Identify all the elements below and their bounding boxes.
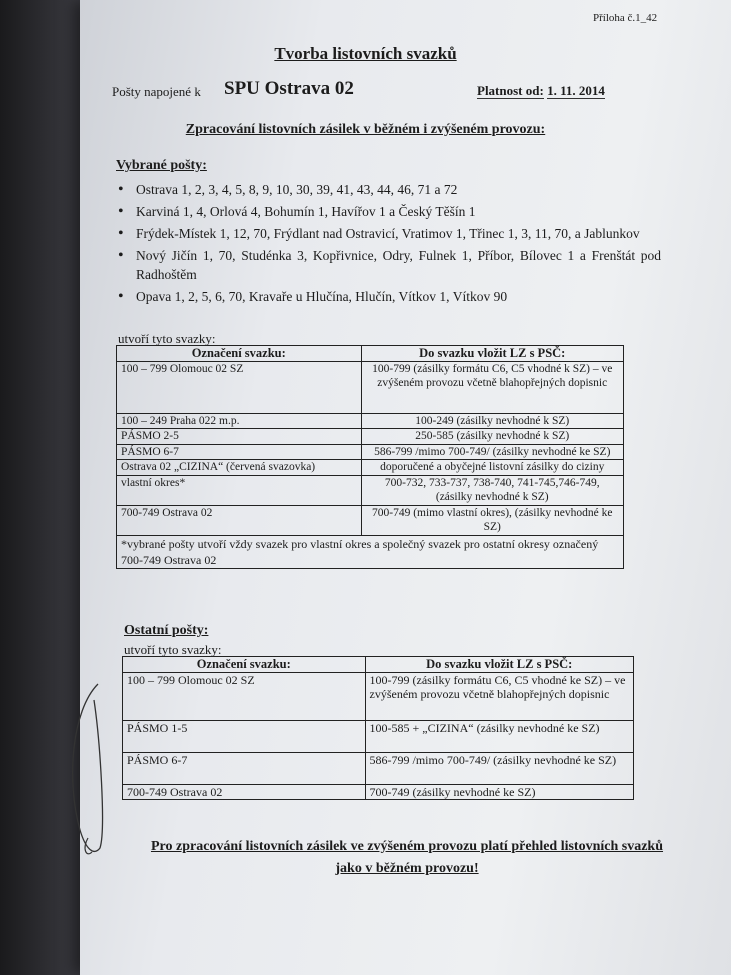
column-header: Do svazku vložit LZ s PSČ: bbox=[365, 657, 634, 673]
bundle-name: PÁSMO 2-5 bbox=[117, 429, 362, 445]
column-header: Do svazku vložit LZ s PSČ: bbox=[361, 346, 624, 362]
document-title: Tvorba listovních svazků bbox=[274, 44, 457, 63]
selected-heading: Vybrané pošty: bbox=[116, 158, 207, 173]
bundle-postcodes: doporučené a obyčejné listovní zásilky do ciziny bbox=[361, 460, 624, 476]
other-heading: Ostatní pošty: bbox=[124, 623, 209, 638]
bundle-postcodes: 700-749 (zásilky nevhodné ke SZ) bbox=[365, 784, 634, 800]
bundle-postcodes: 250-585 (zásilky nevhodné k SZ) bbox=[361, 429, 624, 445]
footer-line: jako v běžném provozu! bbox=[335, 861, 479, 876]
connected-label: Pošty napojené k bbox=[112, 84, 201, 99]
list-item: • Nový Jičín 1, 70, Studénka 3, Kopřivnice, Odry, Fulnek 1, Příbor, Bílovec 1 a Frenštát pod Radhoštěm bbox=[116, 246, 661, 284]
bundle-name: 100 – 799 Olomouc 02 SZ bbox=[123, 672, 366, 720]
bundle-postcodes: 586-799 /mimo 700-749/ (zásilky nevhodné ke SZ) bbox=[361, 444, 624, 460]
subheading: Zpracování listovních zásilek v běžném i zvýšeném provozu: bbox=[185, 122, 546, 137]
other-bundles-table bbox=[122, 656, 634, 800]
bundle-name: 700-749 Ostrava 02 bbox=[117, 505, 362, 535]
bundle-postcodes: 586-799 /mimo 700-749/ (zásilky nevhodné ke SZ) bbox=[365, 752, 634, 784]
list-item: • Ostrava 1, 2, 3, 4, 5, 8, 9, 10, 30, 39, 41, 43, 44, 46, 71 a 72 bbox=[116, 180, 661, 199]
bundle-name: PÁSMO 6-7 bbox=[117, 444, 362, 460]
bundle-postcodes: 100-799 (zásilky formátu C6, C5 vhodné k SZ) – ve zvýšeném provozu včetně blahopřejných dopisnic bbox=[361, 361, 624, 413]
column-header: Označení svazku: bbox=[117, 346, 362, 362]
table-row bbox=[123, 752, 634, 784]
table-row bbox=[117, 475, 624, 505]
footer-note bbox=[112, 836, 702, 880]
table-row bbox=[117, 429, 624, 445]
table-header-row bbox=[117, 346, 624, 362]
bundle-postcodes: 100-249 (zásilky nevhodné k SZ) bbox=[361, 413, 624, 429]
center-name: SPU Ostrava 02 bbox=[224, 78, 354, 99]
bundle-postcodes: 100-799 (zásilky formátu C6, C5 vhodné ke SZ) – ve zvýšeném provozu včetně blahopřejných dopisnic bbox=[365, 672, 634, 720]
table-row bbox=[123, 672, 634, 720]
validity-date: 1. 11. 2014 bbox=[547, 83, 605, 98]
table-row bbox=[123, 784, 634, 800]
bundle-name: PÁSMO 6-7 bbox=[123, 752, 366, 784]
table-footnote: *vybrané pošty utvoří vždy svazek pro vlastní okres a společný svazek pro ostatní okresy označený 700-749 Ostrava 02 bbox=[117, 535, 624, 568]
selected-post-list bbox=[116, 180, 661, 309]
bundle-name: PÁSMO 1-5 bbox=[123, 720, 366, 752]
table-row bbox=[117, 444, 624, 460]
bundle-name: Ostrava 02 „CIZINA“ (červená svazovka) bbox=[117, 460, 362, 476]
list-item: • Frýdek-Místek 1, 12, 70, Frýdlant nad Ostravicí, Vratimov 1, Třinec 1, 3, 11, 70, a Jablunkov bbox=[116, 224, 661, 243]
footer-line: Pro zpracování listovních zásilek ve zvýšeném provozu platí přehled listovních svazků bbox=[150, 839, 664, 854]
annex-label: Příloha č.1_42 bbox=[593, 12, 658, 24]
table-row bbox=[117, 505, 624, 535]
table-row bbox=[123, 720, 634, 752]
table-intro: utvoří tyto svazky: bbox=[124, 642, 222, 657]
bundle-postcodes: 700-732, 733-737, 738-740, 741-745,746-749, (zásilky nevhodné k SZ) bbox=[361, 475, 624, 505]
pen-stroke bbox=[85, 838, 92, 854]
pen-stroke bbox=[73, 684, 103, 851]
bundle-postcodes: 100-585 + „CIZINA“ (zásilky nevhodné ke SZ) bbox=[365, 720, 634, 752]
validity bbox=[477, 83, 605, 99]
selected-bundles-table bbox=[116, 345, 624, 569]
table-intro: utvoří tyto svazky: bbox=[118, 331, 216, 346]
validity-label: Platnost od: bbox=[477, 83, 544, 98]
table-row bbox=[117, 413, 624, 429]
table-footnote-row bbox=[117, 535, 624, 568]
bundle-postcodes: 700-749 (mimo vlastní okres), (zásilky nevhodné ke SZ) bbox=[361, 505, 624, 535]
bundle-name: 100 – 249 Praha 022 m.p. bbox=[117, 413, 362, 429]
table-header-row bbox=[123, 657, 634, 673]
bundle-name: 700-749 Ostrava 02 bbox=[123, 784, 366, 800]
list-item: • Opava 1, 2, 5, 6, 70, Kravaře u Hlučína, Hlučín, Vítkov 1, Vítkov 90 bbox=[116, 287, 661, 306]
bundle-name: 100 – 799 Olomouc 02 SZ bbox=[117, 361, 362, 413]
pen-annotation bbox=[60, 680, 120, 880]
column-header: Označení svazku: bbox=[123, 657, 366, 673]
list-item: • Karviná 1, 4, Orlová 4, Bohumín 1, Havířov 1 a Český Těšín 1 bbox=[116, 202, 661, 221]
table-row bbox=[117, 361, 624, 413]
table-row bbox=[117, 460, 624, 476]
bundle-name: vlastní okres* bbox=[117, 475, 362, 505]
